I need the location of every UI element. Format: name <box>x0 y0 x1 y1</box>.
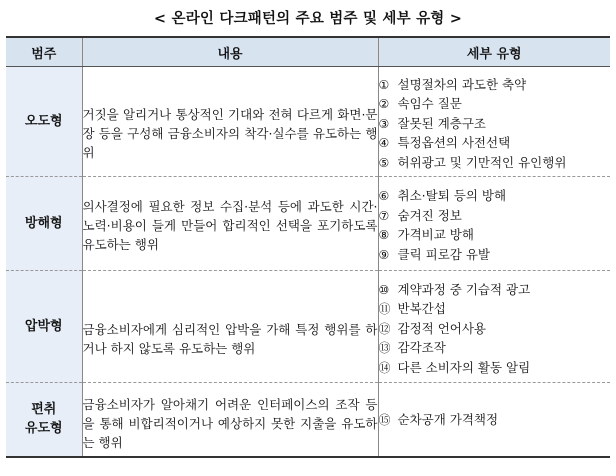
content-cell <box>82 177 378 271</box>
detail-number: ⑥ <box>378 189 390 203</box>
header-content: 내용 <box>82 37 378 67</box>
table-row <box>6 271 610 383</box>
detail-item <box>379 225 611 245</box>
category-cell <box>6 383 82 457</box>
content-text: 금융소비자가 알아채기 어려운 인터페이스의 조작 등을 통해 비합리적이거나 예상하지 못한 지출을 유도하는 행위 <box>82 396 378 450</box>
details-cell <box>378 177 610 271</box>
dark-pattern-table <box>6 36 610 458</box>
content-cell <box>82 383 378 457</box>
detail-number: ⑫ <box>378 321 391 336</box>
detail-text: 반복간섭 <box>397 301 446 317</box>
header-category: 범주 <box>6 37 82 67</box>
detail-number: ① <box>378 77 390 92</box>
header-details: 세부 유형 <box>378 37 610 67</box>
detail-text: 취소·탈퇴 등의 방해 <box>397 188 507 203</box>
details-cell <box>378 67 610 177</box>
detail-item <box>379 75 611 95</box>
content-text: 금융소비자에게 심리적인 압박을 가해 특정 행위를 하거나 하지 않도록 유도하는 행위 <box>82 321 378 356</box>
detail-item <box>379 319 611 339</box>
table-row <box>6 383 610 457</box>
detail-item <box>379 245 611 265</box>
detail-text: 감각조작 <box>397 340 446 356</box>
detail-item <box>379 94 611 114</box>
detail-item <box>379 133 611 153</box>
content-cell <box>82 271 378 383</box>
detail-number: ④ <box>378 136 390 151</box>
detail-number: ⑬ <box>378 341 391 356</box>
detail-number: ⑮ <box>378 412 391 427</box>
detail-number: ⑪ <box>378 302 391 317</box>
detail-number: ⑦ <box>378 208 390 223</box>
detail-number: ② <box>378 97 390 112</box>
detail-text: 순차공개 가격책정 <box>397 411 499 427</box>
detail-text: 가격비교 방해 <box>397 227 474 242</box>
detail-item <box>379 299 611 319</box>
detail-number: ⑨ <box>378 247 390 262</box>
table-row <box>6 177 610 271</box>
detail-text: 허위광고 및 기만적인 유인행위 <box>397 154 567 170</box>
detail-number: ⑧ <box>378 228 390 242</box>
detail-text: 숨겨진 정보 <box>397 207 462 223</box>
detail-item <box>379 358 611 378</box>
details-cell <box>378 271 610 383</box>
detail-text: 잘못된 계층구조 <box>397 115 486 131</box>
detail-item <box>379 186 611 206</box>
detail-text: 특정옵션의 사전선택 <box>397 135 511 151</box>
detail-number: ⑩ <box>378 282 390 297</box>
detail-item <box>379 206 611 226</box>
detail-text: 다른 소비자의 활동 알림 <box>397 359 531 375</box>
detail-item <box>379 410 611 430</box>
content-text: 거짓을 알리거나 통상적인 기대와 전혀 다르게 화면·문장 등을 구성해 금융소비자의 착각·실수를 유도하는 행위 <box>82 107 378 160</box>
category-line: 유도형 <box>24 421 63 437</box>
detail-text: 설명절차의 과도한 축약 <box>397 76 527 92</box>
detail-number: ⑤ <box>378 155 390 170</box>
detail-text: 클릭 피로감 유발 <box>397 246 490 262</box>
detail-item <box>379 114 611 134</box>
category-cell: 방해형 <box>6 177 82 271</box>
document-title: < 온라인 다크패턴의 주요 범주 및 세부 유형 > <box>153 11 463 27</box>
table-header-row <box>6 37 610 67</box>
detail-text: 속임수 질문 <box>397 96 462 112</box>
detail-text: 감정적 언어사용 <box>397 320 486 336</box>
detail-item <box>379 338 611 358</box>
content-cell <box>82 67 378 177</box>
category-line: 편취 <box>31 402 57 418</box>
detail-number: ③ <box>378 116 390 131</box>
detail-text: 계약과정 중 기습적 광고 <box>397 281 531 297</box>
content-text: 의사결정에 필요한 정보 수집·분석 등에 과도한 시간·노력·비용이 들게 만들어 합리적인 선택을 포기하도록 유도하는 행위 <box>82 198 378 252</box>
table-row <box>6 67 610 177</box>
detail-item <box>379 280 611 300</box>
category-cell: 압박형 <box>6 271 82 383</box>
details-cell <box>378 383 610 457</box>
category-cell: 오도형 <box>6 67 82 177</box>
detail-item <box>379 153 611 173</box>
detail-number: ⑭ <box>378 360 391 375</box>
